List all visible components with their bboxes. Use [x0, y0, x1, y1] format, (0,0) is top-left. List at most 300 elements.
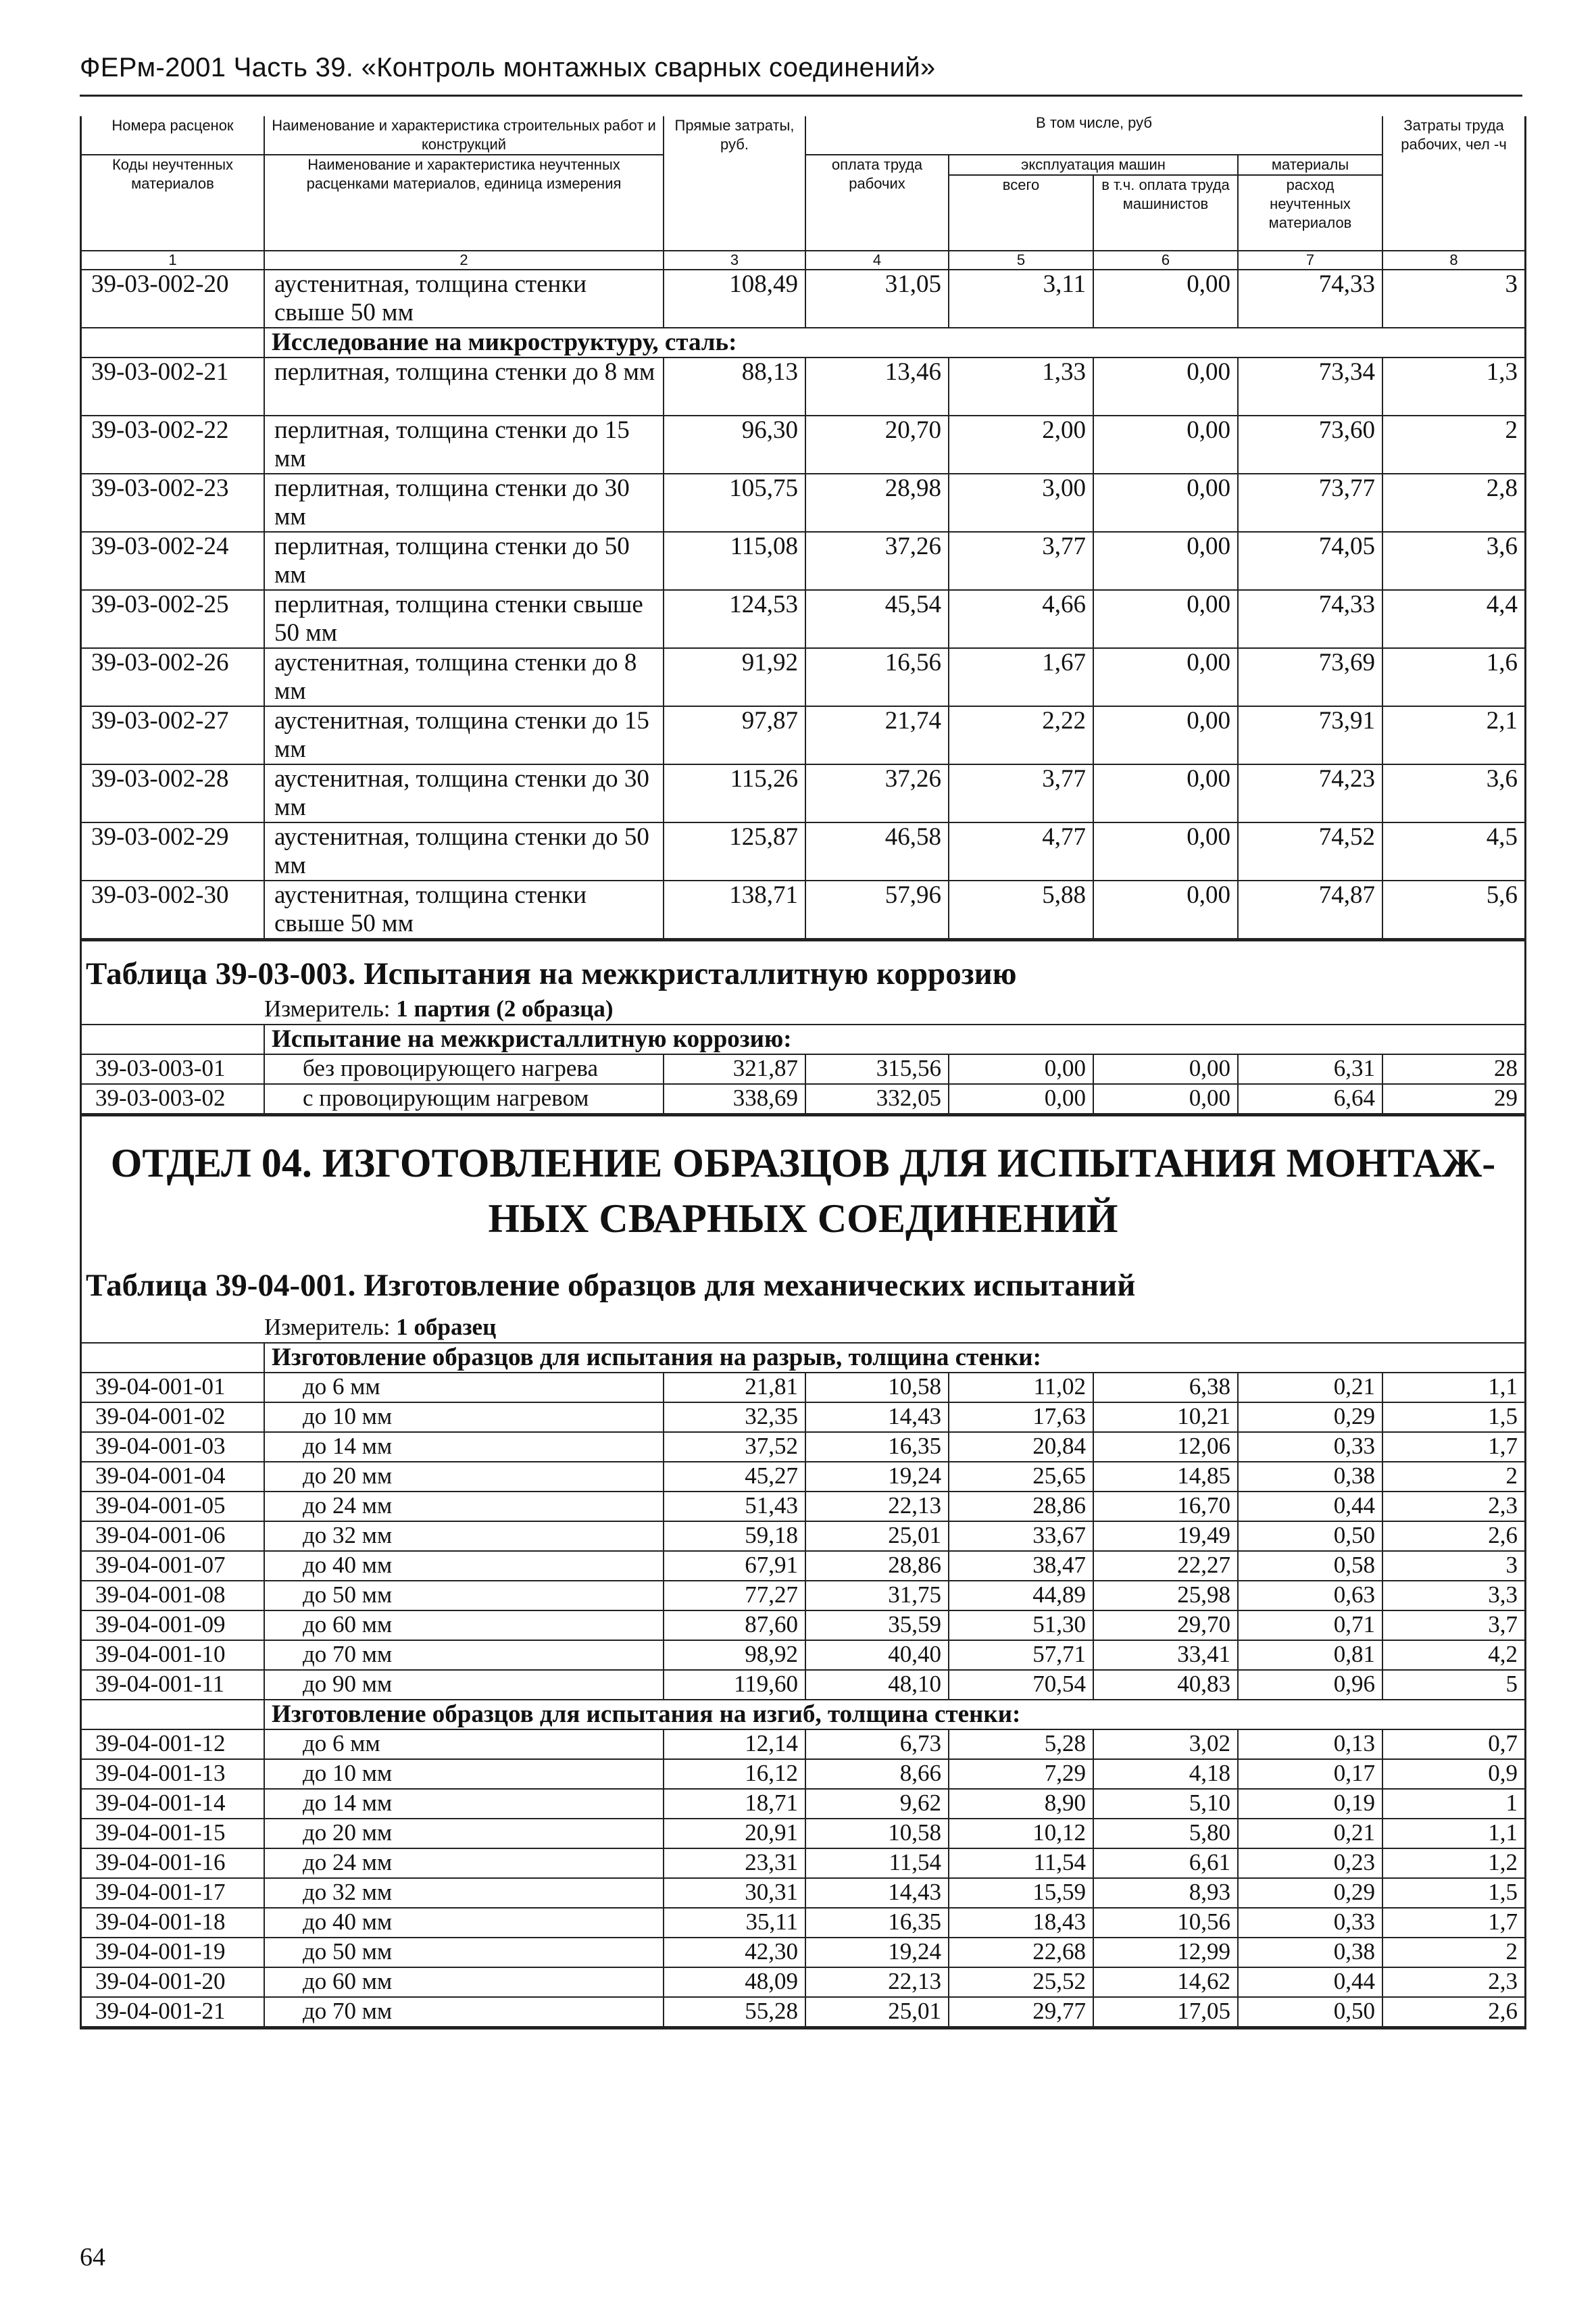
- materials-value: 73,60: [1238, 416, 1382, 474]
- direct-costs-value: 30,31: [664, 1878, 805, 1908]
- direct-costs-value: 97,87: [664, 706, 805, 764]
- work-description: до 40 мм: [264, 1551, 664, 1581]
- machines-wages-value: 0,00: [1093, 881, 1238, 939]
- table-row: [82, 881, 1524, 939]
- col-labor: Затраты труда рабочих, чел -ч: [1382, 116, 1524, 251]
- rate-code: 39-03-002-30: [82, 881, 264, 939]
- labor-value: 2: [1382, 1938, 1524, 1967]
- column-number: 2: [264, 251, 664, 270]
- labor-value: 29: [1382, 1084, 1524, 1114]
- table-row: [82, 1967, 1524, 1997]
- machines-wages-value: 12,99: [1093, 1938, 1238, 1967]
- machines-total-value: 29,77: [949, 1997, 1093, 2027]
- table-row: [82, 1908, 1524, 1938]
- rate-code: 39-03-002-22: [82, 416, 264, 474]
- wages-value: 25,01: [805, 1997, 949, 2027]
- materials-value: 74,05: [1238, 532, 1382, 590]
- labor-value: 1,2: [1382, 1848, 1524, 1878]
- wages-value: 48,10: [805, 1670, 949, 1700]
- table-003: [82, 1024, 1524, 1114]
- table-003-unit: [82, 993, 1524, 1024]
- machines-total-value: 17,63: [949, 1402, 1093, 1432]
- wages-value: 37,26: [805, 764, 949, 822]
- machines-total-value: 11,02: [949, 1373, 1093, 1402]
- subheader-spacer: [82, 328, 264, 358]
- machines-total-value: 44,89: [949, 1581, 1093, 1610]
- materials-value: 6,64: [1238, 1084, 1382, 1114]
- labor-value: 2,3: [1382, 1967, 1524, 1997]
- work-description: до 6 мм: [264, 1373, 664, 1402]
- running-header: ФЕРм-2001 Часть 39. «Контроль монтажных сварных соединений»: [80, 53, 936, 82]
- labor-value: 3,3: [1382, 1581, 1524, 1610]
- materials-value: 73,77: [1238, 474, 1382, 532]
- machines-wages-value: 6,61: [1093, 1848, 1238, 1878]
- labor-value: 4,4: [1382, 590, 1524, 648]
- column-number: 7: [1238, 251, 1382, 270]
- col-machines-wages: в т.ч. оплата труда машинистов: [1093, 175, 1238, 251]
- column-number: 4: [805, 251, 949, 270]
- direct-costs-value: 21,81: [664, 1373, 805, 1402]
- table-003-title: Таблица 39-03-003. Испытания на межкристаллитную коррозию: [86, 956, 1017, 991]
- rate-code: 39-03-003-02: [82, 1084, 264, 1114]
- machines-total-value: 5,28: [949, 1729, 1093, 1759]
- materials-value: 0,23: [1238, 1848, 1382, 1878]
- table-003-block: [82, 939, 1524, 1114]
- machines-wages-value: 3,02: [1093, 1729, 1238, 1759]
- table-row: [82, 1848, 1524, 1878]
- wages-value: 19,24: [805, 1938, 949, 1967]
- work-description: аустенитная, толщина стенки до 8 мм: [264, 648, 664, 706]
- wages-value: 16,35: [805, 1432, 949, 1462]
- department-heading-line: НЫХ СВАРНЫХ СОЕДИНЕНИЙ: [488, 1196, 1118, 1241]
- machines-wages-value: 8,93: [1093, 1878, 1238, 1908]
- machines-total-value: 57,71: [949, 1640, 1093, 1670]
- column-number: 3: [664, 251, 805, 270]
- wages-value: 315,56: [805, 1054, 949, 1084]
- machines-total-value: 3,77: [949, 764, 1093, 822]
- work-description: до 32 мм: [264, 1878, 664, 1908]
- department-heading-line: ОТДЕЛ 04. ИЗГОТОВЛЕНИЕ ОБРАЗЦОВ ДЛЯ ИСПЫТАНИЯ МОНТАЖ-: [110, 1141, 1496, 1185]
- col-machines: эксплуатация машин: [949, 155, 1238, 175]
- wages-value: 14,43: [805, 1402, 949, 1432]
- work-description: до 24 мм: [264, 1848, 664, 1878]
- machines-wages-value: 33,41: [1093, 1640, 1238, 1670]
- col-materials-unaccounted: расход неучтенных материалов: [1238, 175, 1382, 251]
- direct-costs-value: 98,92: [664, 1640, 805, 1670]
- materials-value: 0,19: [1238, 1789, 1382, 1819]
- materials-value: 0,71: [1238, 1610, 1382, 1640]
- labor-value: 1,7: [1382, 1908, 1524, 1938]
- subheader-spacer: [82, 1343, 264, 1373]
- table-row: [82, 1729, 1524, 1759]
- machines-total-value: 25,52: [949, 1967, 1093, 1997]
- rate-code: 39-04-001-04: [82, 1462, 264, 1492]
- table-row: [82, 1084, 1524, 1114]
- wages-value: 6,73: [805, 1729, 949, 1759]
- unit-label: Измеритель:: [264, 995, 391, 1022]
- work-description: аустенитная, толщина стенки до 30 мм: [264, 764, 664, 822]
- direct-costs-value: 51,43: [664, 1492, 805, 1521]
- machines-total-value: 20,84: [949, 1432, 1093, 1462]
- subheader-spacer: [82, 1025, 264, 1054]
- table-row: [82, 1492, 1524, 1521]
- rate-code: 39-03-002-20: [82, 270, 264, 328]
- machines-wages-value: 5,80: [1093, 1819, 1238, 1848]
- machines-wages-value: 0,00: [1093, 648, 1238, 706]
- table-row: [82, 358, 1524, 416]
- wages-value: 57,96: [805, 881, 949, 939]
- machines-total-value: 0,00: [949, 1054, 1093, 1084]
- direct-costs-value: 125,87: [664, 822, 805, 881]
- unit-value: 1 образец: [396, 1314, 497, 1340]
- table-row: [82, 1462, 1524, 1492]
- wages-value: 9,62: [805, 1789, 949, 1819]
- materials-value: 0,33: [1238, 1432, 1382, 1462]
- labor-value: 4,2: [1382, 1640, 1524, 1670]
- machines-total-value: 22,68: [949, 1938, 1093, 1967]
- machines-wages-value: 14,85: [1093, 1462, 1238, 1492]
- direct-costs-value: 35,11: [664, 1908, 805, 1938]
- table-row: [82, 1640, 1524, 1670]
- table-004-unit: [82, 1304, 1524, 1342]
- machines-total-value: 33,67: [949, 1521, 1093, 1551]
- col-rates-number: Номера расценок: [82, 116, 264, 155]
- work-description: до 32 мм: [264, 1521, 664, 1551]
- materials-value: 74,23: [1238, 764, 1382, 822]
- machines-wages-value: 0,00: [1093, 764, 1238, 822]
- machines-wages-value: 5,10: [1093, 1789, 1238, 1819]
- work-description: до 50 мм: [264, 1938, 664, 1967]
- table-row: [82, 1402, 1524, 1432]
- rates-table-frame: [80, 116, 1526, 2029]
- group-subheader: Изготовление образцов для испытания на изгиб, толщина стенки:: [264, 1700, 1524, 1729]
- wages-value: 22,13: [805, 1492, 949, 1521]
- labor-value: 28: [1382, 1054, 1524, 1084]
- machines-total-value: 3,77: [949, 532, 1093, 590]
- direct-costs-value: 338,69: [664, 1084, 805, 1114]
- rate-code: 39-03-002-21: [82, 358, 264, 416]
- machines-wages-value: 0,00: [1093, 270, 1238, 328]
- wages-value: 22,13: [805, 1967, 949, 1997]
- machines-total-value: 25,65: [949, 1462, 1093, 1492]
- group-subheader-row: [82, 328, 1524, 358]
- wages-value: 45,54: [805, 590, 949, 648]
- wages-value: 31,75: [805, 1581, 949, 1610]
- direct-costs-value: 37,52: [664, 1432, 805, 1462]
- materials-value: 0,38: [1238, 1462, 1382, 1492]
- table-row: [82, 822, 1524, 881]
- work-description: перлитная, толщина стенки до 50 мм: [264, 532, 664, 590]
- machines-wages-value: 0,00: [1093, 1054, 1238, 1084]
- column-number-row: [82, 251, 1524, 270]
- table-row: [82, 1551, 1524, 1581]
- materials-value: 74,87: [1238, 881, 1382, 939]
- materials-value: 0,29: [1238, 1878, 1382, 1908]
- table-row: [82, 270, 1524, 328]
- materials-value: 0,44: [1238, 1967, 1382, 1997]
- labor-value: 1: [1382, 1789, 1524, 1819]
- machines-total-value: 3,00: [949, 474, 1093, 532]
- table-row: [82, 1878, 1524, 1908]
- direct-costs-value: 77,27: [664, 1581, 805, 1610]
- wages-value: 10,58: [805, 1819, 949, 1848]
- wages-value: 28,86: [805, 1551, 949, 1581]
- column-number: 8: [1382, 251, 1524, 270]
- labor-value: 4,5: [1382, 822, 1524, 881]
- rate-code: 39-03-003-01: [82, 1054, 264, 1084]
- direct-costs-value: 88,13: [664, 358, 805, 416]
- machines-total-value: 8,90: [949, 1789, 1093, 1819]
- col-work-name: Наименование и характеристика строительных работ и конструкций: [264, 116, 664, 155]
- table-row: [82, 1610, 1524, 1640]
- group-subheader: Исследование на микроструктуру, сталь:: [264, 328, 1524, 358]
- column-number: 1: [82, 251, 264, 270]
- table-row: [82, 590, 1524, 648]
- wages-value: 10,58: [805, 1373, 949, 1402]
- labor-value: 1,1: [1382, 1373, 1524, 1402]
- unit-label: Измеритель:: [264, 1314, 391, 1340]
- labor-value: 1,1: [1382, 1819, 1524, 1848]
- materials-value: 0,38: [1238, 1938, 1382, 1967]
- machines-wages-value: 14,62: [1093, 1967, 1238, 1997]
- table-row: [82, 1819, 1524, 1848]
- wages-value: 8,66: [805, 1759, 949, 1789]
- materials-value: 0,50: [1238, 1521, 1382, 1551]
- work-description: аустенитная, толщина стенки до 50 мм: [264, 822, 664, 881]
- machines-total-value: 10,12: [949, 1819, 1093, 1848]
- group-subheader: Изготовление образцов для испытания на разрыв, толщина стенки:: [264, 1343, 1524, 1373]
- table-row: [82, 1373, 1524, 1402]
- direct-costs-value: 48,09: [664, 1967, 805, 1997]
- machines-total-value: 11,54: [949, 1848, 1093, 1878]
- group-subheader-row: [82, 1025, 1524, 1054]
- direct-costs-value: 23,31: [664, 1848, 805, 1878]
- direct-costs-value: 55,28: [664, 1997, 805, 2027]
- wages-value: 21,74: [805, 706, 949, 764]
- machines-total-value: 5,88: [949, 881, 1093, 939]
- table-004: [82, 1342, 1524, 2027]
- rate-code: 39-03-002-27: [82, 706, 264, 764]
- labor-value: 2,3: [1382, 1492, 1524, 1521]
- work-description: до 14 мм: [264, 1789, 664, 1819]
- table-row: [82, 648, 1524, 706]
- work-description: до 10 мм: [264, 1759, 664, 1789]
- wages-value: 19,24: [805, 1462, 949, 1492]
- rates-table-part1: [82, 116, 1524, 939]
- machines-total-value: 18,43: [949, 1908, 1093, 1938]
- machines-total-value: 2,00: [949, 416, 1093, 474]
- wages-value: 20,70: [805, 416, 949, 474]
- machines-wages-value: 16,70: [1093, 1492, 1238, 1521]
- machines-total-value: 3,11: [949, 270, 1093, 328]
- machines-wages-value: 0,00: [1093, 706, 1238, 764]
- materials-value: 6,31: [1238, 1054, 1382, 1084]
- machines-wages-value: 4,18: [1093, 1759, 1238, 1789]
- materials-value: 0,50: [1238, 1997, 1382, 2027]
- machines-total-value: 51,30: [949, 1610, 1093, 1640]
- direct-costs-value: 87,60: [664, 1610, 805, 1640]
- materials-value: 0,96: [1238, 1670, 1382, 1700]
- labor-value: 1,6: [1382, 648, 1524, 706]
- direct-costs-value: 67,91: [664, 1551, 805, 1581]
- machines-total-value: 0,00: [949, 1084, 1093, 1114]
- machines-total-value: 2,22: [949, 706, 1093, 764]
- labor-value: 0,7: [1382, 1729, 1524, 1759]
- machines-total-value: 15,59: [949, 1878, 1093, 1908]
- labor-value: 3,6: [1382, 764, 1524, 822]
- labor-value: 5: [1382, 1670, 1524, 1700]
- work-description: до 90 мм: [264, 1670, 664, 1700]
- rate-code: 39-03-002-23: [82, 474, 264, 532]
- wages-value: 332,05: [805, 1084, 949, 1114]
- table-row: [82, 532, 1524, 590]
- direct-costs-value: 124,53: [664, 590, 805, 648]
- machines-wages-value: 0,00: [1093, 474, 1238, 532]
- col-materials: материалы: [1238, 155, 1382, 175]
- labor-value: 3: [1382, 270, 1524, 328]
- labor-value: 2,6: [1382, 1521, 1524, 1551]
- direct-costs-value: 32,35: [664, 1402, 805, 1432]
- table-row: [82, 706, 1524, 764]
- rate-code: 39-03-002-29: [82, 822, 264, 881]
- rate-code: 39-03-002-26: [82, 648, 264, 706]
- table-row: [82, 1054, 1524, 1084]
- table-row: [82, 1670, 1524, 1700]
- col-material-name: Наименование и характеристика неучтенных расценками материалов, единица измерения: [264, 155, 664, 251]
- labor-value: 3,6: [1382, 532, 1524, 590]
- materials-value: 74,33: [1238, 590, 1382, 648]
- work-description: до 20 мм: [264, 1819, 664, 1848]
- machines-wages-value: 0,00: [1093, 590, 1238, 648]
- work-description: аустенитная, толщина стенки свыше 50 мм: [264, 270, 664, 328]
- rate-code: 39-04-001-15: [82, 1819, 264, 1848]
- machines-total-value: 1,67: [949, 648, 1093, 706]
- table-row: [82, 1938, 1524, 1967]
- machines-total-value: 28,86: [949, 1492, 1093, 1521]
- rate-code: 39-04-001-16: [82, 1848, 264, 1878]
- labor-value: 2: [1382, 416, 1524, 474]
- direct-costs-value: 119,60: [664, 1670, 805, 1700]
- direct-costs-value: 138,71: [664, 881, 805, 939]
- work-description: до 20 мм: [264, 1462, 664, 1492]
- wages-value: 46,58: [805, 822, 949, 881]
- work-description: до 10 мм: [264, 1402, 664, 1432]
- materials-value: 73,34: [1238, 358, 1382, 416]
- work-description: перлитная, толщина стенки до 15 мм: [264, 416, 664, 474]
- machines-wages-value: 29,70: [1093, 1610, 1238, 1640]
- work-description: до 50 мм: [264, 1581, 664, 1610]
- wages-value: 35,59: [805, 1610, 949, 1640]
- work-description: перлитная, толщина стенки до 30 мм: [264, 474, 664, 532]
- machines-total-value: 4,77: [949, 822, 1093, 881]
- materials-value: 73,91: [1238, 706, 1382, 764]
- rate-code: 39-04-001-17: [82, 1878, 264, 1908]
- materials-value: 74,52: [1238, 822, 1382, 881]
- direct-costs-value: 108,49: [664, 270, 805, 328]
- labor-value: 2,1: [1382, 706, 1524, 764]
- table-row: [82, 1581, 1524, 1610]
- machines-wages-value: 0,00: [1093, 358, 1238, 416]
- materials-value: 0,58: [1238, 1551, 1382, 1581]
- rate-code: 39-04-001-14: [82, 1789, 264, 1819]
- rate-code: 39-04-001-08: [82, 1581, 264, 1610]
- table-row: [82, 416, 1524, 474]
- machines-wages-value: 17,05: [1093, 1997, 1238, 2027]
- labor-value: 3: [1382, 1551, 1524, 1581]
- rate-code: 39-04-001-02: [82, 1402, 264, 1432]
- materials-value: 0,44: [1238, 1492, 1382, 1521]
- table-004-title: Таблица 39-04-001. Изготовление образцов для механических испытаний: [86, 1268, 1136, 1303]
- rate-code: 39-04-001-11: [82, 1670, 264, 1700]
- rate-code: 39-04-001-01: [82, 1373, 264, 1402]
- materials-value: 0,29: [1238, 1402, 1382, 1432]
- work-description: аустенитная, толщина стенки до 15 мм: [264, 706, 664, 764]
- group-subheader: Испытание на межкристаллитную коррозию:: [264, 1025, 1524, 1054]
- direct-costs-value: 321,87: [664, 1054, 805, 1084]
- header-row-1: [82, 116, 1524, 155]
- wages-value: 16,35: [805, 1908, 949, 1938]
- col-machines-total: всего: [949, 175, 1093, 251]
- materials-value: 0,21: [1238, 1819, 1382, 1848]
- column-number: 5: [949, 251, 1093, 270]
- work-description: до 70 мм: [264, 1997, 664, 2027]
- machines-total-value: 4,66: [949, 590, 1093, 648]
- rate-code: 39-04-001-06: [82, 1521, 264, 1551]
- rate-code: 39-03-002-24: [82, 532, 264, 590]
- machines-wages-value: 19,49: [1093, 1521, 1238, 1551]
- col-wages: оплата труда рабочих: [805, 155, 949, 251]
- work-description: перлитная, толщина стенки свыше 50 мм: [264, 590, 664, 648]
- column-number: 6: [1093, 251, 1238, 270]
- department-heading: [82, 1114, 1524, 1266]
- machines-wages-value: 0,00: [1093, 822, 1238, 881]
- rate-code: 39-04-001-09: [82, 1610, 264, 1640]
- machines-wages-value: 0,00: [1093, 1084, 1238, 1114]
- materials-value: 0,13: [1238, 1729, 1382, 1759]
- col-direct-costs: Прямые затраты, руб.: [664, 116, 805, 251]
- labor-value: 2,6: [1382, 1997, 1524, 2027]
- work-description: с провоцирующим нагревом: [264, 1084, 664, 1114]
- work-description: аустенитная, толщина стенки свыше 50 мм: [264, 881, 664, 939]
- machines-wages-value: 12,06: [1093, 1432, 1238, 1462]
- labor-value: 1,5: [1382, 1878, 1524, 1908]
- machines-wages-value: 6,38: [1093, 1373, 1238, 1402]
- direct-costs-value: 45,27: [664, 1462, 805, 1492]
- unit-value: 1 партия (2 образца): [396, 995, 614, 1022]
- labor-value: 2,8: [1382, 474, 1524, 532]
- group-subheader-row: [82, 1700, 1524, 1729]
- work-description: до 70 мм: [264, 1640, 664, 1670]
- table-row: [82, 1789, 1524, 1819]
- direct-costs-value: 18,71: [664, 1789, 805, 1819]
- wages-value: 11,54: [805, 1848, 949, 1878]
- work-description: до 14 мм: [264, 1432, 664, 1462]
- machines-wages-value: 22,27: [1093, 1551, 1238, 1581]
- rate-code: 39-03-002-28: [82, 764, 264, 822]
- direct-costs-value: 20,91: [664, 1819, 805, 1848]
- machines-wages-value: 10,56: [1093, 1908, 1238, 1938]
- wages-value: 25,01: [805, 1521, 949, 1551]
- machines-total-value: 7,29: [949, 1759, 1093, 1789]
- table-row: [82, 1521, 1524, 1551]
- labor-value: 1,3: [1382, 358, 1524, 416]
- direct-costs-value: 16,12: [664, 1759, 805, 1789]
- labor-value: 5,6: [1382, 881, 1524, 939]
- rate-code: 39-04-001-05: [82, 1492, 264, 1521]
- machines-total-value: 38,47: [949, 1551, 1093, 1581]
- labor-value: 3,7: [1382, 1610, 1524, 1640]
- rate-code: 39-04-001-12: [82, 1729, 264, 1759]
